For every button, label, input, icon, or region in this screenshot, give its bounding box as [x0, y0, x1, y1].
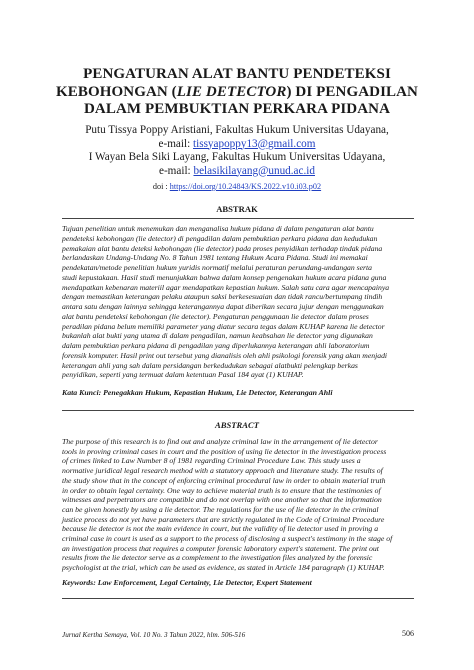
kata-kunci-label: Kata Kunci: [62, 388, 104, 397]
keywords-label: Keywords: [62, 578, 98, 587]
abstract-bottom-divider [62, 598, 414, 599]
title-line-1: PENGATURAN ALAT BANTU PENDETEKSI [83, 66, 391, 82]
abstrak-line: dengan memastikan keterangan pelaku ataupun saksi berkesesuaian dan tidak rancu/bertumpang tindih [62, 292, 383, 302]
author-1-affiliation: Putu Tissya Poppy Aristiani, Fakultas Hukum Universitas Udayana, [85, 124, 389, 136]
abstract-line: results from the lie detector serve as a complement to the investigation files analyzed by the forensic [62, 553, 373, 563]
abstrak-body [62, 224, 414, 380]
abstract-line: because lie detector is not the main evidence in court, but the validity of lie detector used in proving a [62, 524, 379, 534]
author-2-email-row [0, 165, 474, 179]
abstract-line: criminal case in court is used as a support to the process of disclosing a suspect's testimony in the stage of [62, 534, 393, 544]
abstract-line: justice process do not yet have parameters that are strictly regulated in the Code of Criminal Procedure [62, 514, 385, 524]
author-1-email-row [0, 138, 474, 152]
kata-kunci-line [62, 388, 422, 398]
abstrak-line: keterangan ahli yang sah dalam persidangan berkedudukan sebagai alatbukti pelengkap berkas [62, 360, 358, 370]
abstrak-line: dalam pembuktian perkara pidana di pengadilan yang diperlukannya keterangan ahli laboratorium [62, 341, 370, 350]
abstrak-line: penyidikan, seperti yang termuat dalam ketentuan Pasal 184 ayat (1) KUHAP. [62, 370, 304, 380]
abstrak-top-divider [62, 218, 414, 219]
kata-kunci-values: Penegakkan Hukum, Kepastian Hukum, Lie Detector, Keterangan Ahli [103, 388, 333, 397]
abstract-line: the study show that in the concept of enforcing criminal procedural law in order to obtain material truth [62, 475, 386, 485]
author-2-email-label: e-mail: [158, 164, 194, 177]
author-2-affiliation: I Wayan Bela Siki Layang, Fakultas Hukum Universitas Udayana, [88, 151, 386, 163]
title-line-2-pre: KEBOHONGAN ( [55, 83, 177, 100]
abstract-line: witnesses and perpetrators are compatible and do not overlap with one another so that the information [62, 495, 382, 505]
keywords-values: Law Enforcement, Legal Certainty, Lie Detector, Expert Statement [97, 578, 312, 587]
page-number: 506 [402, 629, 414, 638]
abstract-line: of crimes linked to Law Number 8 of 1981 regarding Criminal Procedure Law. This study uses a [62, 456, 361, 466]
abstrak-line: antara satu dengan lainnya sehingga keterangannya dapat diberikan secara jujur dengan menggunakan [62, 302, 384, 311]
author-2-email-link[interactable]: belasikilayang@unud.ac.id [193, 164, 315, 177]
keywords-line [62, 578, 422, 588]
abstrak-line: mendapatkan kebenaran materiil agar mendapatkan kepastian hukum. Salah satu cara agar mencapainya [62, 282, 390, 292]
abstract-line: in order to obtain legal certainty. One way to achieve material truth is to ensure that the testimonies of [62, 485, 381, 495]
abstrak-line: berlandaskan Undang-Undang No. 8 Tahun 1981 tentang Hukum Acara Pidana. Studi ini memakai [62, 253, 368, 263]
title-line-3: DALAM PEMBUKTIAN PERKARA PIDANA [83, 101, 390, 117]
author-1-email-label: e-mail: [158, 137, 193, 150]
abstrak-line: pendeteksi kebohongan (lie detector) di pengadilan dalam pembuktian perkara pidana dan kedudukan [62, 233, 378, 243]
abstrak-line: pemakaian alat bantu deteksi kebohongan (lie detector) pada proses penyidikan terhadap tindak pidana [62, 243, 383, 253]
paper-title [0, 66, 474, 119]
abstract-line: tools in proving criminal cases in court and the position of using lie detector in the investigation process [62, 446, 387, 456]
abstract-body [62, 437, 414, 573]
abstrak-line: alat bantu pendeteksi kebohongan (lie detector). Pengaturan penggunaan lie detector dalam proses [62, 311, 369, 321]
abstract-line: psychologist at the trial, which can be used as evidence, as stated in Article 184 paragraph (1) KUHAP. [62, 563, 385, 573]
doi-link[interactable]: https://doi.org/10.24843/KS.2022.v10.i03.p02 [169, 182, 322, 191]
doi-line [0, 182, 474, 192]
abstract-heading: ABSTRACT [215, 420, 259, 430]
journal-footer: Jurnal Kertha Semaya, Vol. 10 No. 3 Tahun 2022, hlm. 506-516 [62, 631, 246, 639]
abstract-line: normative juridical legal research method with a statutory approach and literature study. The results of [62, 466, 383, 476]
abstrak-line: studi kepustakaan. Hasil studi menunjukkan bahwa dalam konsep pengenakan hukum acara pidana guna [62, 272, 387, 282]
abstrak-line: bukanlah alat bukti yang utama di dalam pengadilan, namun keabsahan lie detector yang digunakan [62, 331, 373, 341]
author-block [0, 124, 474, 178]
abstract-line: an investigation process that requires a computer forensic laboratory expert's statement. The print out [62, 543, 379, 553]
abstrak-line: pendekatan/metode penelitian hukum yuridis normatif melalui peraturan perundang-undangan serta [62, 263, 373, 272]
author-1-email-link[interactable]: tissyapoppy13@gmail.com [193, 137, 316, 150]
abstrak-line: forensik komputer. Hasil print out tersebut yang dianalisis oleh ahli psikologi forensik yang akan menjadi [62, 350, 388, 360]
abstrak-line: Tujuan penelitian untuk menemukan dan menganalisa hukum pidana di dalam pengaturan alat bantu [62, 224, 374, 233]
title-line-2-italic: LIE DETECTOR [176, 83, 287, 100]
doi-label: doi : [152, 182, 170, 191]
abstrak-line: peradilan pidana belum memiliki parameter yang diatur secara tegas dalam KUHAP karena lie detector [62, 321, 385, 331]
abstract-line: can be given honestly by using a lie detector. The regulations for the use of lie detector in the criminal [62, 504, 379, 514]
abstract-top-divider [62, 410, 414, 411]
title-line-2 [0, 84, 474, 102]
abstract-line: The purpose of this research is to find out and analyze criminal law in the arrangement of lie detector [62, 437, 378, 446]
title-line-2-post: ) DI PENGADILAN [286, 83, 418, 100]
abstrak-heading: ABSTRAK [216, 204, 258, 214]
